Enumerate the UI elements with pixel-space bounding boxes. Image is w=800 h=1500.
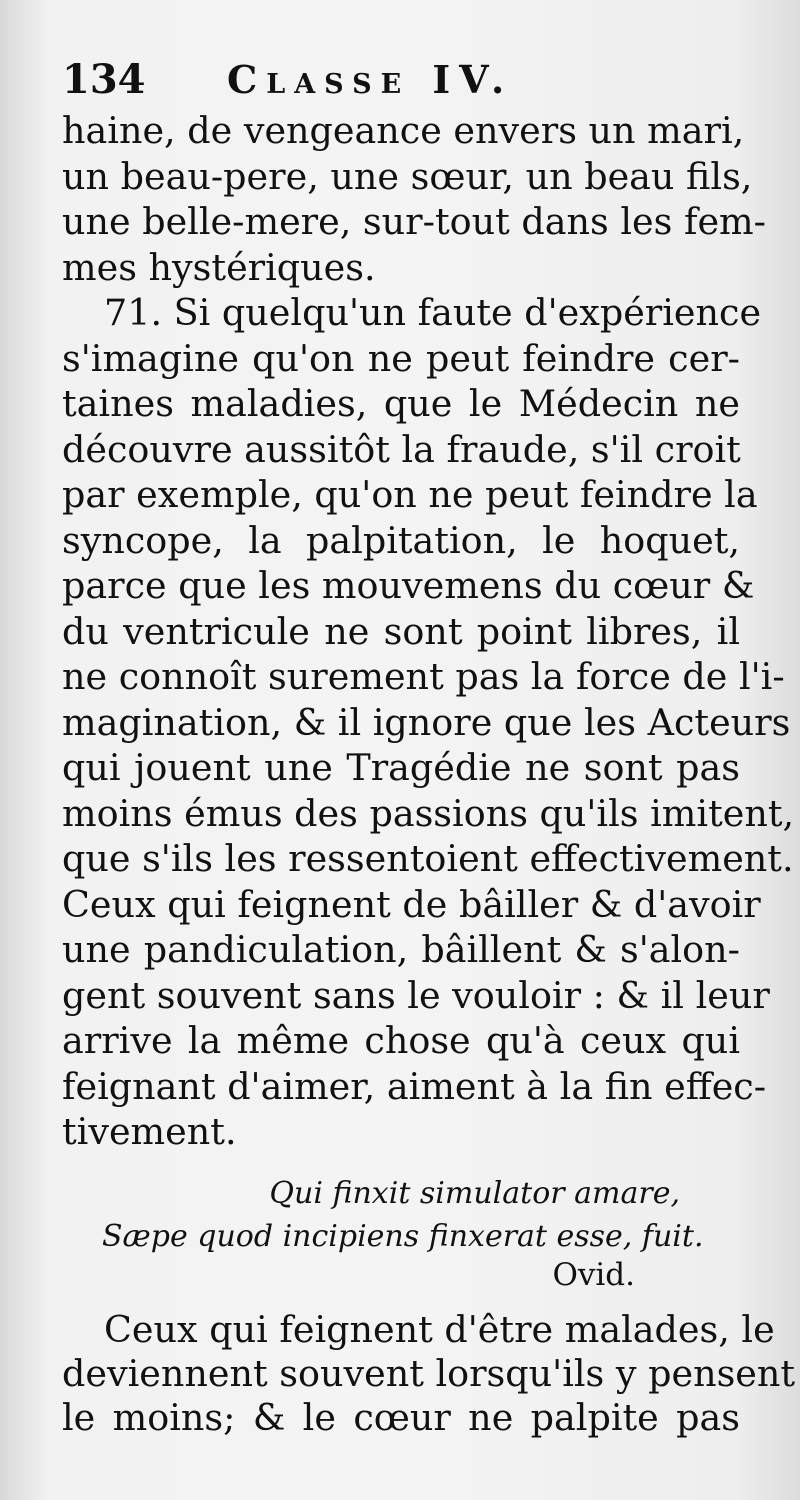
second-paragraph: [62, 1308, 796, 1440]
text-line: un beau-pere, une sœur, un beau fils,: [62, 154, 753, 198]
text-line: une pandiculation, bâillent & s'alon-: [62, 928, 740, 971]
text-line: gent souvent sans le vouloir : & il leur: [62, 973, 770, 1017]
quote-line: Sæpe quod incipiens finxerat esse, fuit.: [102, 1219, 704, 1254]
text-line: tivement.: [62, 1110, 237, 1153]
text-line: Ceux qui feignent de bâiller & d'avoir: [62, 882, 761, 926]
text-line: deviennent souvent lorsqu'ils y pensent: [62, 1352, 796, 1395]
text-line: que s'ils les ressentoient effectivement.: [62, 837, 794, 880]
text-line: Ceux qui feignent d'être malades, le: [104, 1308, 775, 1351]
text-line: moins émus des passions qu'ils imitent,: [62, 791, 795, 835]
text-line: le moins; & le cœur ne palpite pas: [62, 1396, 740, 1439]
text-line: une belle-mere, sur-tout dans les fem-: [62, 200, 766, 243]
text-line: syncope, la palpitation, le hoquet,: [62, 518, 740, 562]
page-header: [62, 55, 742, 105]
text-line: magination, & il ignore que les Acteurs: [62, 700, 791, 744]
text-line: mes hystériques.: [62, 245, 376, 289]
text-line: arrive la même chose qu'à ceux qui: [62, 1019, 740, 1062]
text-line: du ventricule ne sont point libres, il: [62, 609, 740, 653]
text-line: 71. Si quelqu'un faute d'expérience: [104, 291, 762, 334]
quote-line: Qui finxit simulator amare,: [269, 1176, 680, 1211]
text-line: feignant d'aimer, aiment à la fin effec-: [62, 1064, 767, 1108]
quote-attribution: Ovid.: [552, 1257, 635, 1293]
text-line: parce que les mouvemens du cœur &: [62, 564, 755, 607]
page-number: 134: [62, 56, 146, 103]
text-line: qui jouent une Tragédie ne sont pas: [62, 746, 740, 789]
text-line: haine, de vengeance envers un mari,: [62, 109, 745, 152]
main-text: [62, 108, 795, 1155]
text-line: ne connoît surement pas la force de l'i-: [62, 655, 785, 698]
text-line: taines maladies, que le Médecin ne: [62, 382, 740, 425]
text-line: s'imagine qu'on ne peut feindre cer-: [62, 336, 740, 380]
text-line: découvre aussitôt la fraude, s'il croit: [62, 427, 741, 471]
text-line: par exemple, qu'on ne peut feindre la: [62, 473, 758, 516]
running-title: Classe IV.: [227, 57, 514, 102]
